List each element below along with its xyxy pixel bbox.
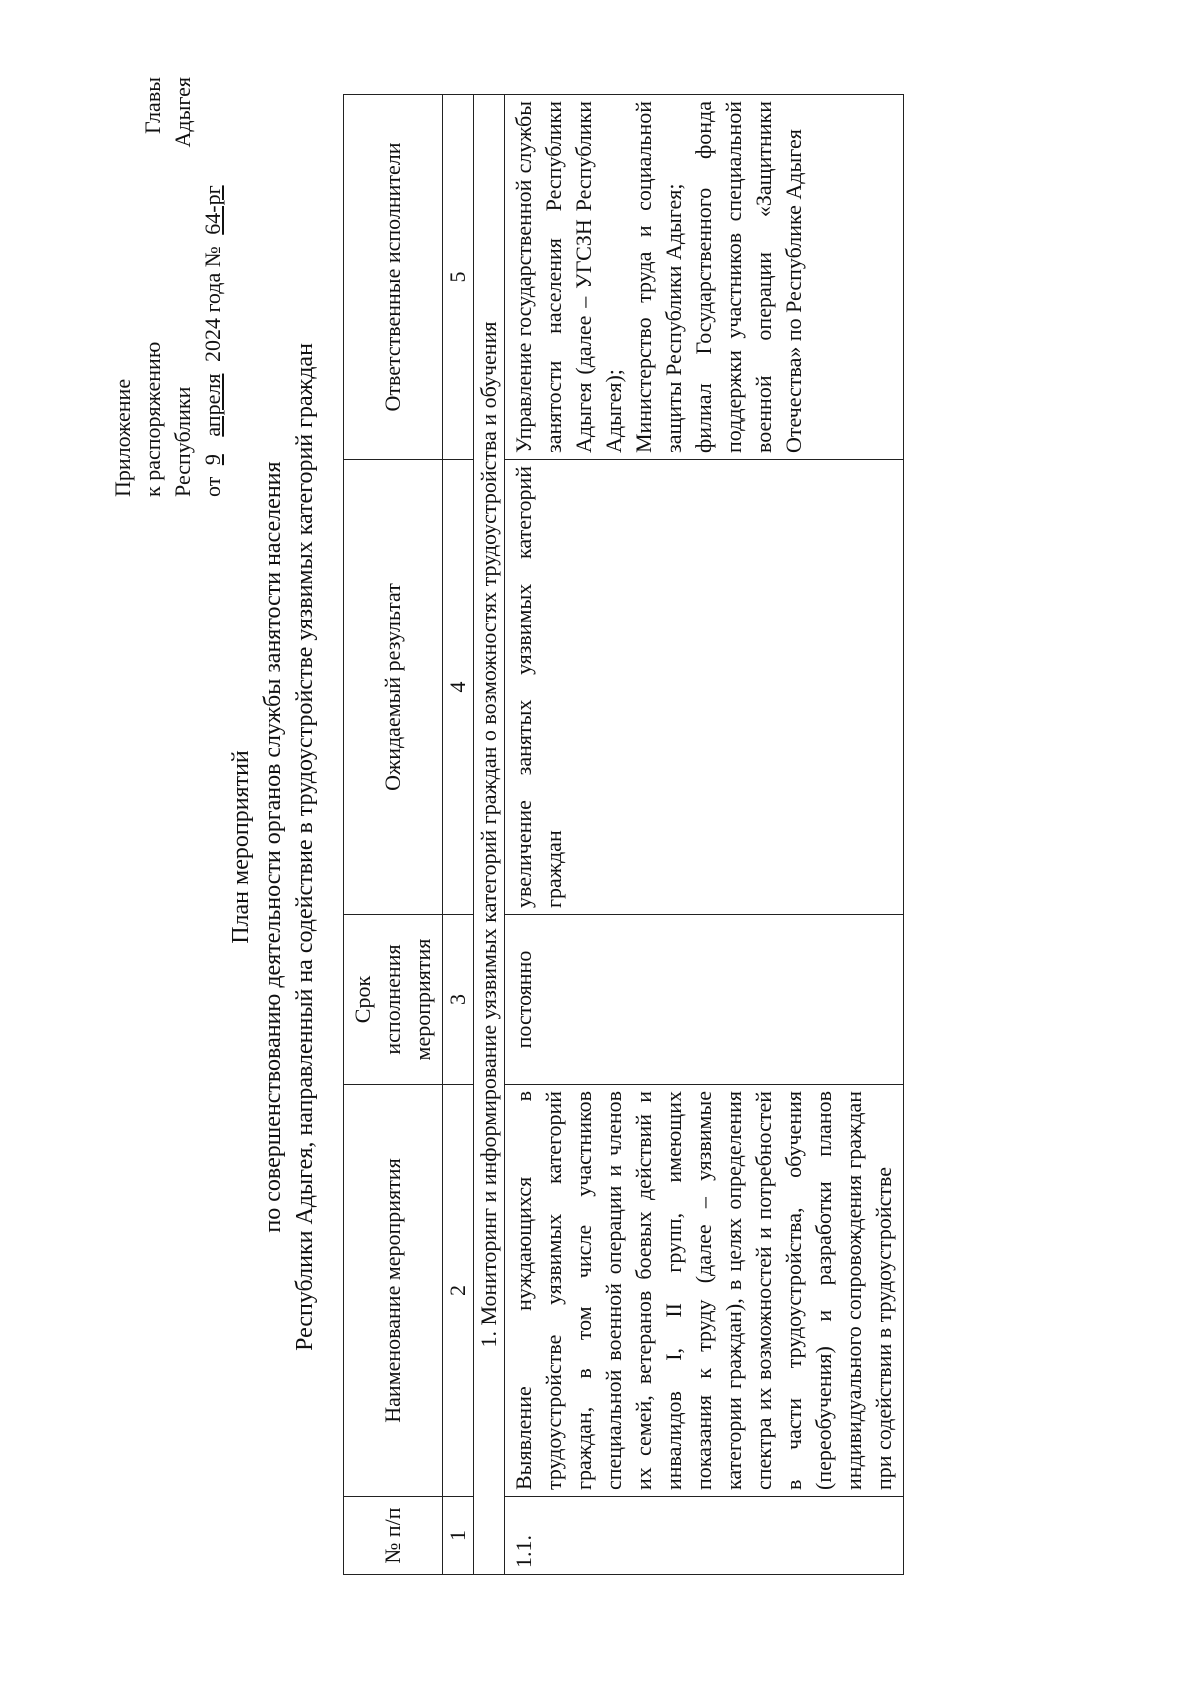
responsible-item: Управление государственной службы занятости населения Республики Адыгея (далее – УГСЗН Республики Адыгея); (511, 101, 626, 453)
column-number: 3 (443, 915, 474, 1085)
column-number: 2 (443, 1085, 474, 1497)
appendix-block (108, 77, 228, 497)
appendix-line-3 (168, 77, 198, 497)
document-title (225, 147, 321, 1547)
appendix-date-prefix: от (200, 476, 225, 497)
table-header-row (344, 95, 443, 1575)
appendix-date-month: апреля (200, 373, 225, 437)
table-row (505, 95, 904, 1575)
plan-table (343, 94, 904, 1575)
row-expected-result: увеличение занятых уязвимых категорий граждан (505, 460, 904, 915)
header-term: Срок исполнения мероприятия (344, 915, 443, 1085)
row-number: 1.1. (505, 1497, 904, 1575)
header-number: № п/п (344, 1497, 443, 1575)
header-name: Наименование мероприятия (344, 1085, 443, 1497)
appendix-line-2-left: к распоряжению (140, 341, 165, 497)
appendix-order-number: 64-рг (200, 185, 225, 235)
appendix-date-day: 9 (200, 454, 225, 466)
column-numbers-row (443, 95, 474, 1575)
appendix-line-2-right: Главы (140, 77, 165, 134)
header-result: Ожидаемый результат (344, 460, 443, 915)
appendix-date-year: 2024 года № (200, 246, 225, 363)
title-line-2: по совершенствованию деятельности органов службы занятости населения (260, 461, 286, 1233)
row-activity-name: Выявление нуждающихся в трудоустройстве уязвимых категорий граждан, в том числе участников специальной военной операции и членов их семей, ветеранов боевых действий и инвалидов I, II групп, имеющих показания к труду (далее – уязвимые категории граждан), в целях определения спектра их возможностей и потребностей в части трудоустройства, обучения (переобучения) и разработки планов индивидуального сопровождения граждан при содействии в трудоустройстве (505, 1085, 904, 1497)
appendix-title: Приложение (110, 378, 135, 497)
column-number: 4 (443, 460, 474, 915)
row-term: постоянно (505, 915, 904, 1085)
appendix-line-3-right: Адыгея (170, 77, 195, 148)
row-responsible (505, 95, 904, 460)
column-number: 5 (443, 95, 474, 460)
column-number: 1 (443, 1497, 474, 1575)
title-line-1: План мероприятий (228, 750, 254, 944)
section-title: 1. Мониторинг и информирование уязвимых категорий граждан о возможностях трудоустройства и обучения (474, 95, 505, 1575)
responsible-item: Министерство труда и социальной защиты Республики Адыгея; (631, 101, 686, 453)
appendix-date-line (198, 77, 228, 497)
title-line-3: Республики Адыгея, направленный на содействие в трудоустройстве уязвимых категорий граждан (292, 343, 318, 1351)
header-responsible: Ответственные исполнители (344, 95, 443, 460)
appendix-line-3-left: Республики (170, 386, 195, 497)
section-row (474, 95, 505, 1575)
responsible-item: филиал Государственного фонда поддержки участников специальной военной операции «Защитники Отечества» по Республике Адыгея (691, 101, 806, 453)
appendix-line-2 (138, 77, 168, 497)
